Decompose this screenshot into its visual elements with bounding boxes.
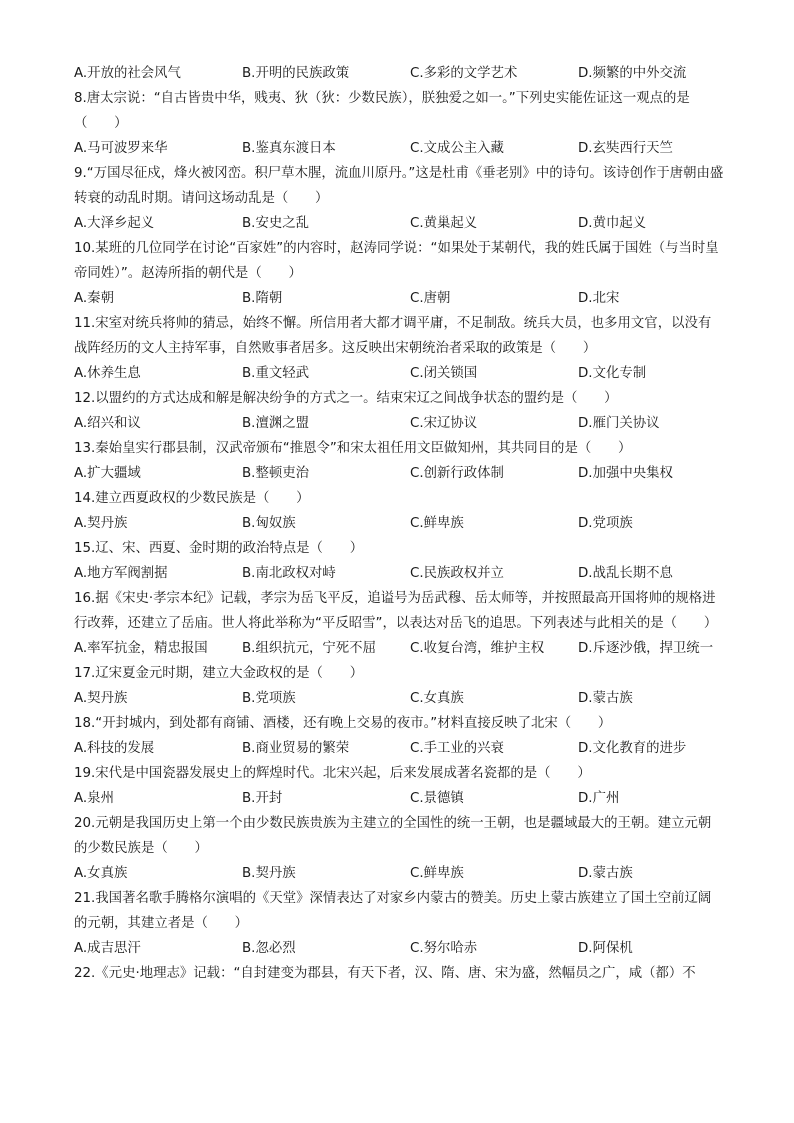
answer-option: C.女真族: [410, 691, 464, 706]
answer-option: C.宋辽协议: [410, 416, 478, 431]
question-block: [74, 961, 724, 986]
answer-option: A.契丹族: [74, 691, 128, 706]
answer-option: B.安史之乱: [242, 216, 310, 231]
question-block: [74, 61, 724, 86]
options-row: [74, 411, 724, 436]
options-row: [74, 561, 724, 586]
question-text: 11.宋室对统兵将帅的猜忌，始终不懈。所信用者大都才调平庸，不足制敌。统兵大员，也多用文官，以没有战阵经历的文人主持军事，自然败事者居多。这反映出宋朝统治者采取的政策是（ ）: [74, 316, 712, 356]
answer-option: A.地方军阀割据: [74, 566, 168, 581]
question-block: [74, 486, 724, 536]
answer-option: B.忽必烈: [242, 941, 296, 956]
answer-option: B.隋朝: [242, 291, 283, 306]
answer-option: A.马可波罗来华: [74, 141, 168, 156]
answer-option: C.鲜卑族: [410, 866, 464, 881]
question-text: 13.秦始皇实行郡县制，汉武帝颁布“推恩令”和宋太祖任用文臣做知州，其共同目的是（ ）: [74, 441, 632, 456]
question-block: [74, 436, 724, 486]
question-text: 18.“开封城内，到处都有商铺、酒楼，还有晚上交易的夜市。”材料直接反映了北宋（ ）: [74, 716, 612, 731]
answer-option: B.开明的民族政策: [242, 66, 350, 81]
question-text: 10.某班的几位同学在讨论“百家姓”的内容时，赵涛同学说：“如果处于某朝代，我的姓氏属于国姓（与当时皇帝同姓）”。赵涛所指的朝代是（ ）: [74, 241, 719, 281]
answer-option: D.蒙古族: [578, 691, 633, 706]
answer-option: B.重文轻武: [242, 366, 310, 381]
answer-option: D.文化教育的进步: [578, 741, 687, 756]
exam-page: [74, 61, 724, 986]
answer-option: A.泉州: [74, 791, 114, 806]
answer-option: C.手工业的兴衰: [410, 741, 504, 756]
answer-option: D.加强中央集权: [578, 466, 673, 481]
options-row: [74, 861, 724, 886]
question-text: 19.宋代是中国瓷器发展史上的辉煌时代。北宋兴起，后来发展成著名瓷都的是（ ）: [74, 766, 591, 781]
answer-option: D.玄奘西行天竺: [578, 141, 673, 156]
question-block: [74, 711, 724, 761]
answer-option: C.创新行政体制: [410, 466, 504, 481]
question-text: 15.辽、宋、西夏、金时期的政治特点是（ ）: [74, 541, 364, 556]
answer-option: B.开封: [242, 791, 283, 806]
question-block: [74, 661, 724, 711]
answer-option: B.澶渊之盟: [242, 416, 310, 431]
options-row: [74, 136, 724, 161]
question-block: [74, 386, 724, 436]
answer-option: C.收复台湾，维护主权: [410, 641, 545, 656]
answer-option: A.率军抗金，精忠报国: [74, 641, 208, 656]
options-row: [74, 636, 724, 661]
question-block: [74, 311, 724, 386]
answer-option: C.闭关锁国: [410, 366, 478, 381]
question-block: [74, 536, 724, 586]
answer-option: C.黄巢起义: [410, 216, 478, 231]
question-block: [74, 586, 724, 661]
question-text: 12.以盟约的方式达成和解是解决纷争的方式之一。结束宋辽之间战争状态的盟约是（ ）: [74, 391, 618, 406]
options-row: [74, 61, 724, 86]
answer-option: C.文成公主入藏: [410, 141, 504, 156]
answer-option: C.唐朝: [410, 291, 451, 306]
answer-option: A.秦朝: [74, 291, 114, 306]
answer-option: B.鉴真东渡日本: [242, 141, 336, 156]
answer-option: C.多彩的文学艺术: [410, 66, 518, 81]
question-block: [74, 86, 724, 161]
answer-option: D.北宋: [578, 291, 620, 306]
answer-option: D.党项族: [578, 516, 633, 531]
options-row: [74, 686, 724, 711]
answer-option: A.开放的社会风气: [74, 66, 181, 81]
answer-option: B.党项族: [242, 691, 296, 706]
options-row: [74, 786, 724, 811]
question-block: [74, 761, 724, 811]
answer-option: B.南北政权对峙: [242, 566, 336, 581]
question-text: 22.《元史·地理志》记载：“自封建变为郡县，有天下者，汉、隋、唐、宋为盛，然幅员之广，咸（都）不: [74, 966, 696, 981]
answer-option: D.黄巾起义: [578, 216, 647, 231]
options-row: [74, 511, 724, 536]
answer-option: A.扩大疆域: [74, 466, 141, 481]
answer-option: B.商业贸易的繁荣: [242, 741, 350, 756]
answer-option: B.契丹族: [242, 866, 296, 881]
answer-option: C.民族政权并立: [410, 566, 504, 581]
question-text: 14.建立西夏政权的少数民族是（ ）: [74, 491, 310, 506]
question-block: [74, 811, 724, 886]
question-text: 8.唐太宗说：“自古皆贵中华，贱夷、狄（狄：少数民族），朕独爱之如一。”下列史实能佐证这一观点的是（ ）: [74, 91, 690, 131]
answer-option: D.战乱长期不息: [578, 566, 673, 581]
options-row: [74, 361, 724, 386]
question-text: 21.我国著名歌手腾格尔演唱的《天堂》深情表达了对家乡内蒙古的赞美。历史上蒙古族建立了国土空前辽阔的元朝，其建立者是（ ）: [74, 891, 712, 931]
answer-option: B.整顿吏治: [242, 466, 310, 481]
options-row: [74, 286, 724, 311]
answer-option: C.努尔哈赤: [410, 941, 478, 956]
answer-option: C.景德镇: [410, 791, 464, 806]
options-row: [74, 211, 724, 236]
question-text: 9.“万国尽征戍，烽火被冈峦。积尸草木腥，流血川原丹。”这是杜甫《垂老别》中的诗句。该诗创作于唐朝由盛转衰的动乱时期。请问这场动乱是（ ）: [74, 166, 724, 206]
question-text: 20.元朝是我国历史上第一个由少数民族贵族为主建立的全国性的统一王朝，也是疆域最大的王朝。建立元朝的少数民族是（ ）: [74, 816, 712, 856]
options-row: [74, 936, 724, 961]
answer-option: A.休养生息: [74, 366, 141, 381]
answer-option: B.匈奴族: [242, 516, 296, 531]
question-text: 17.辽宋夏金元时期，建立大金政权的是（ ）: [74, 666, 364, 681]
question-text: 16.据《宋史·孝宗本纪》记载，孝宗为岳飞平反，追谥号为岳武穆、岳太师等，并按照最高开国将帅的规格进行改葬，还建立了岳庙。世人将此举称为“平反昭雪”，以表达对岳飞的追思。下列表述与此相关的是（ ）: [74, 591, 718, 631]
answer-option: A.契丹族: [74, 516, 128, 531]
answer-option: D.文化专制: [578, 366, 647, 381]
answer-option: D.斥逐沙俄，捍卫统一: [578, 641, 714, 656]
answer-option: A.成吉思汗: [74, 941, 141, 956]
answer-option: D.频繁的中外交流: [578, 66, 687, 81]
question-block: [74, 161, 724, 236]
answer-option: D.阿保机: [578, 941, 633, 956]
options-row: [74, 736, 724, 761]
answer-option: B.组织抗元，宁死不屈: [242, 641, 376, 656]
options-row: [74, 461, 724, 486]
answer-option: A.女真族: [74, 866, 128, 881]
answer-option: D.蒙古族: [578, 866, 633, 881]
answer-option: D.广州: [578, 791, 620, 806]
question-block: [74, 236, 724, 311]
answer-option: A.科技的发展: [74, 741, 155, 756]
answer-option: D.雁门关协议: [578, 416, 660, 431]
answer-option: C.鲜卑族: [410, 516, 464, 531]
answer-option: A.绍兴和议: [74, 416, 141, 431]
question-block: [74, 886, 724, 961]
answer-option: A.大泽乡起义: [74, 216, 155, 231]
